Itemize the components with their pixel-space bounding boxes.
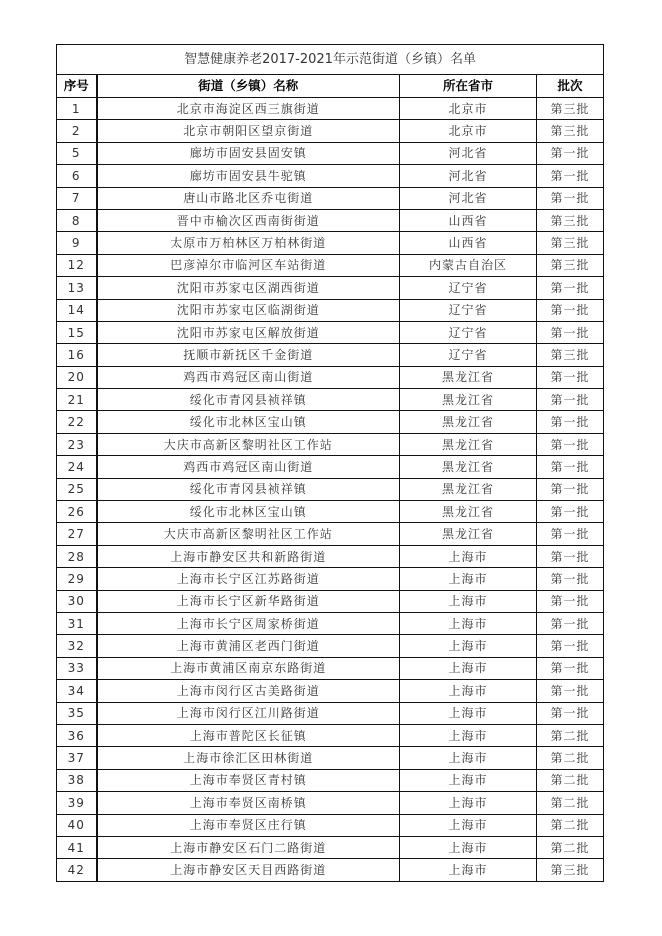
cell-seq: 20 xyxy=(57,366,97,388)
cell-province: 上海市 xyxy=(400,590,537,612)
table-row xyxy=(57,98,604,120)
table-row xyxy=(57,545,604,567)
cell-province: 山西省 xyxy=(400,232,537,254)
cell-seq: 2 xyxy=(57,120,97,142)
cell-name: 上海市黄浦区南京东路街道 xyxy=(97,657,400,679)
cell-province: 上海市 xyxy=(400,568,537,590)
cell-name: 上海市黄浦区老西门街道 xyxy=(97,635,400,657)
table-row xyxy=(57,478,604,500)
table-row xyxy=(57,859,604,881)
cell-name: 廊坊市固安县固安镇 xyxy=(97,142,400,164)
table-row xyxy=(57,590,604,612)
cell-name: 上海市静安区天目西路街道 xyxy=(97,859,400,881)
cell-batch: 第二批 xyxy=(537,747,604,769)
cell-seq: 16 xyxy=(57,344,97,366)
cell-seq: 25 xyxy=(57,478,97,500)
cell-name: 大庆市高新区黎明社区工作站 xyxy=(97,433,400,455)
cell-batch: 第一批 xyxy=(537,568,604,590)
cell-name: 沈阳市苏家屯区临湖街道 xyxy=(97,299,400,321)
cell-batch: 第一批 xyxy=(537,165,604,187)
cell-batch: 第一批 xyxy=(537,411,604,433)
cell-seq: 24 xyxy=(57,456,97,478)
header-province: 所在省市 xyxy=(400,75,537,98)
table-row xyxy=(57,142,604,164)
cell-province: 黑龙江省 xyxy=(400,411,537,433)
cell-province: 上海市 xyxy=(400,747,537,769)
cell-province: 辽宁省 xyxy=(400,277,537,299)
table-row xyxy=(57,702,604,724)
table-row xyxy=(57,389,604,411)
cell-seq: 36 xyxy=(57,724,97,746)
cell-province: 上海市 xyxy=(400,724,537,746)
cell-seq: 40 xyxy=(57,814,97,836)
cell-seq: 12 xyxy=(57,254,97,276)
cell-batch: 第二批 xyxy=(537,836,604,858)
cell-batch: 第一批 xyxy=(537,456,604,478)
table-row xyxy=(57,411,604,433)
cell-province: 上海市 xyxy=(400,635,537,657)
cell-seq: 22 xyxy=(57,411,97,433)
cell-seq: 34 xyxy=(57,680,97,702)
table-row xyxy=(57,792,604,814)
cell-name: 上海市静安区共和新路街道 xyxy=(97,545,400,567)
table-row xyxy=(57,724,604,746)
cell-name: 绥化市北林区宝山镇 xyxy=(97,411,400,433)
cell-name: 廊坊市固安县牛驼镇 xyxy=(97,165,400,187)
cell-name: 上海市静安区石门二路街道 xyxy=(97,836,400,858)
cell-province: 辽宁省 xyxy=(400,344,537,366)
table-row xyxy=(57,433,604,455)
cell-batch: 第一批 xyxy=(537,501,604,523)
cell-batch: 第一批 xyxy=(537,657,604,679)
table-title: 智慧健康养老2017-2021年示范街道（乡镇）名单 xyxy=(57,45,604,75)
cell-seq: 13 xyxy=(57,277,97,299)
table-row xyxy=(57,165,604,187)
cell-batch: 第一批 xyxy=(537,389,604,411)
cell-name: 北京市朝阳区望京街道 xyxy=(97,120,400,142)
cell-seq: 23 xyxy=(57,433,97,455)
cell-name: 晋中市榆次区西南街街道 xyxy=(97,209,400,231)
cell-seq: 9 xyxy=(57,232,97,254)
cell-name: 唐山市路北区乔屯街道 xyxy=(97,187,400,209)
cell-province: 黑龙江省 xyxy=(400,389,537,411)
table-row xyxy=(57,299,604,321)
table-row xyxy=(57,321,604,343)
cell-seq: 6 xyxy=(57,165,97,187)
table-row xyxy=(57,456,604,478)
cell-province: 上海市 xyxy=(400,680,537,702)
cell-seq: 30 xyxy=(57,590,97,612)
cell-seq: 21 xyxy=(57,389,97,411)
cell-batch: 第一批 xyxy=(537,366,604,388)
cell-seq: 31 xyxy=(57,612,97,634)
table-row xyxy=(57,635,604,657)
cell-name: 绥化市青冈县祯祥镇 xyxy=(97,389,400,411)
cell-name: 绥化市青冈县祯祥镇 xyxy=(97,478,400,500)
cell-batch: 第一批 xyxy=(537,433,604,455)
table-row xyxy=(57,344,604,366)
cell-seq: 15 xyxy=(57,321,97,343)
cell-name: 上海市徐汇区田林街道 xyxy=(97,747,400,769)
cell-batch: 第一批 xyxy=(537,590,604,612)
cell-name: 上海市奉贤区庄行镇 xyxy=(97,814,400,836)
cell-name: 鸡西市鸡冠区南山街道 xyxy=(97,456,400,478)
cell-batch: 第一批 xyxy=(537,523,604,545)
cell-name: 上海市长宁区江苏路街道 xyxy=(97,568,400,590)
cell-province: 黑龙江省 xyxy=(400,366,537,388)
cell-province: 黑龙江省 xyxy=(400,456,537,478)
cell-batch: 第一批 xyxy=(537,277,604,299)
table-row xyxy=(57,769,604,791)
cell-province: 上海市 xyxy=(400,859,537,881)
cell-seq: 39 xyxy=(57,792,97,814)
cell-seq: 41 xyxy=(57,836,97,858)
cell-seq: 42 xyxy=(57,859,97,881)
cell-batch: 第一批 xyxy=(537,545,604,567)
cell-seq: 32 xyxy=(57,635,97,657)
table-row xyxy=(57,209,604,231)
cell-seq: 33 xyxy=(57,657,97,679)
cell-name: 上海市长宁区周家桥街道 xyxy=(97,612,400,634)
header-batch: 批次 xyxy=(537,75,604,98)
cell-name: 北京市海淀区西三旗街道 xyxy=(97,98,400,120)
table-row xyxy=(57,747,604,769)
cell-name: 大庆市高新区黎明社区工作站 xyxy=(97,523,400,545)
table-row xyxy=(57,680,604,702)
table-row xyxy=(57,657,604,679)
table-row xyxy=(57,254,604,276)
table-row xyxy=(57,187,604,209)
cell-batch: 第二批 xyxy=(537,792,604,814)
cell-province: 辽宁省 xyxy=(400,299,537,321)
table-row xyxy=(57,120,604,142)
table-row xyxy=(57,836,604,858)
cell-province: 山西省 xyxy=(400,209,537,231)
cell-batch: 第三批 xyxy=(537,232,604,254)
cell-province: 河北省 xyxy=(400,165,537,187)
cell-province: 上海市 xyxy=(400,792,537,814)
table-row xyxy=(57,366,604,388)
cell-province: 内蒙古自治区 xyxy=(400,254,537,276)
cell-batch: 第一批 xyxy=(537,478,604,500)
cell-province: 北京市 xyxy=(400,98,537,120)
cell-seq: 27 xyxy=(57,523,97,545)
cell-name: 沈阳市苏家屯区湖西街道 xyxy=(97,277,400,299)
cell-batch: 第一批 xyxy=(537,142,604,164)
cell-batch: 第一批 xyxy=(537,612,604,634)
cell-seq: 38 xyxy=(57,769,97,791)
cell-batch: 第二批 xyxy=(537,724,604,746)
cell-batch: 第三批 xyxy=(537,344,604,366)
cell-province: 黑龙江省 xyxy=(400,433,537,455)
cell-name: 太原市万柏林区万柏林街道 xyxy=(97,232,400,254)
cell-seq: 5 xyxy=(57,142,97,164)
cell-batch: 第一批 xyxy=(537,635,604,657)
table-row xyxy=(57,232,604,254)
cell-province: 上海市 xyxy=(400,769,537,791)
cell-province: 上海市 xyxy=(400,545,537,567)
cell-province: 上海市 xyxy=(400,612,537,634)
cell-batch: 第三批 xyxy=(537,254,604,276)
table-row xyxy=(57,612,604,634)
cell-batch: 第二批 xyxy=(537,769,604,791)
cell-batch: 第一批 xyxy=(537,702,604,724)
cell-batch: 第一批 xyxy=(537,680,604,702)
cell-name: 上海市闵行区古美路街道 xyxy=(97,680,400,702)
cell-name: 上海市奉贤区南桥镇 xyxy=(97,792,400,814)
cell-seq: 14 xyxy=(57,299,97,321)
cell-seq: 35 xyxy=(57,702,97,724)
cell-name: 沈阳市苏家屯区解放街道 xyxy=(97,321,400,343)
cell-batch: 第一批 xyxy=(537,299,604,321)
cell-province: 河北省 xyxy=(400,187,537,209)
cell-name: 鸡西市鸡冠区南山街道 xyxy=(97,366,400,388)
cell-seq: 7 xyxy=(57,187,97,209)
cell-province: 上海市 xyxy=(400,702,537,724)
cell-province: 上海市 xyxy=(400,814,537,836)
cell-batch: 第三批 xyxy=(537,859,604,881)
table-row xyxy=(57,568,604,590)
cell-province: 上海市 xyxy=(400,836,537,858)
cell-batch: 第三批 xyxy=(537,209,604,231)
cell-name: 上海市闵行区江川路街道 xyxy=(97,702,400,724)
cell-batch: 第三批 xyxy=(537,98,604,120)
table-row xyxy=(57,523,604,545)
cell-province: 黑龙江省 xyxy=(400,523,537,545)
cell-batch: 第一批 xyxy=(537,187,604,209)
cell-seq: 8 xyxy=(57,209,97,231)
header-row xyxy=(57,75,604,98)
cell-name: 上海市长宁区新华路街道 xyxy=(97,590,400,612)
cell-batch: 第二批 xyxy=(537,814,604,836)
cell-province: 北京市 xyxy=(400,120,537,142)
table-row xyxy=(57,814,604,836)
cell-province: 上海市 xyxy=(400,657,537,679)
table-row xyxy=(57,501,604,523)
cell-name: 上海市普陀区长征镇 xyxy=(97,724,400,746)
cell-seq: 1 xyxy=(57,98,97,120)
cell-seq: 29 xyxy=(57,568,97,590)
cell-province: 黑龙江省 xyxy=(400,478,537,500)
cell-province: 辽宁省 xyxy=(400,321,537,343)
table-row xyxy=(57,277,604,299)
cell-name: 巴彦淖尔市临河区车站街道 xyxy=(97,254,400,276)
cell-name: 上海市奉贤区青村镇 xyxy=(97,769,400,791)
title-row xyxy=(57,45,604,75)
header-name: 街道（乡镇）名称 xyxy=(97,75,400,98)
cell-batch: 第一批 xyxy=(537,321,604,343)
cell-province: 黑龙江省 xyxy=(400,501,537,523)
cell-seq: 28 xyxy=(57,545,97,567)
demo-streets-table xyxy=(56,44,604,882)
cell-seq: 26 xyxy=(57,501,97,523)
cell-name: 绥化市北林区宝山镇 xyxy=(97,501,400,523)
cell-name: 抚顺市新抚区千金街道 xyxy=(97,344,400,366)
cell-province: 河北省 xyxy=(400,142,537,164)
cell-batch: 第三批 xyxy=(537,120,604,142)
cell-seq: 37 xyxy=(57,747,97,769)
header-seq: 序号 xyxy=(57,75,97,98)
